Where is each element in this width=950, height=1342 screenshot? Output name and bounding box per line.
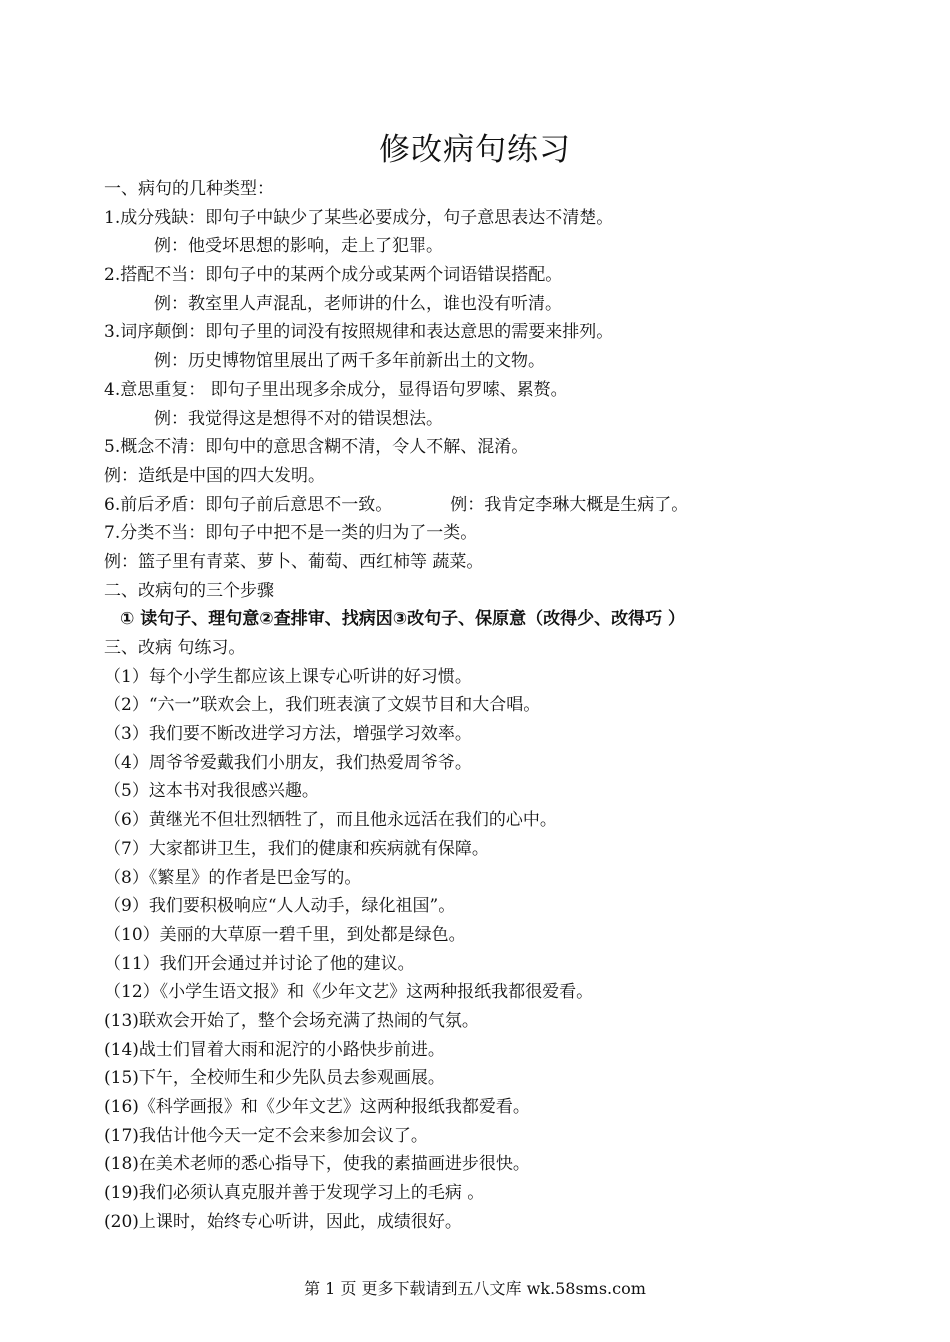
type-example: 例：历史博物馆里展出了两千多年前新出土的文物。 <box>154 351 545 372</box>
exercise-item: （11）我们开会通过并讨论了他的建议。 <box>104 953 415 974</box>
exercise-item: （8）《繁星》的作者是巴金写的。 <box>104 867 362 888</box>
section-heading-types: 一、病句的几种类型： <box>104 179 274 199</box>
page-title: 修改病句练习 <box>379 132 571 168</box>
type-description: 4.意思重复： 即句子里出现多余成分，显得语句罗嗦、累赘。 <box>104 379 568 400</box>
type-example: 例：造纸是中国的四大发明。 <box>104 465 325 486</box>
exercise-item: （6）黄继光不但壮烈牺牲了，而且他永远活在我们的心中。 <box>104 810 557 831</box>
type-example: 例：他受坏思想的影响，走上了犯罪。 <box>154 236 443 257</box>
exercise-item: (15)下午，全校师生和少先队员去参观画展。 <box>104 1068 445 1089</box>
exercise-item: (19)我们必须认真克服并善于发现学习上的毛病 。 <box>104 1183 485 1204</box>
type-example: 例：教室里人声混乱，老师讲的什么，谁也没有听清。 <box>154 293 562 314</box>
type-description: 2.搭配不当：即句子中的某两个成分或某两个词语错误搭配。 <box>104 265 563 286</box>
section-heading-steps: 二、改病句的三个步骤 <box>104 580 274 601</box>
steps-summary: ① 读句子、理句意②查排审、找病因③改句子、保原意（改得少、改得巧 ） <box>120 609 686 630</box>
type-description: 5.概念不清：即句中的意思含糊不清，令人不解、混淆。 <box>104 437 529 458</box>
type-description: 1.成分残缺：即句子中缺少了某些必要成分，句子意思表达不清楚。 <box>104 207 614 228</box>
exercise-item: （12）《小学生语文报》和《少年文艺》这两种报纸我都很爱看。 <box>104 982 594 1003</box>
section-heading-exercises: 三、改病 句练习。 <box>104 638 246 658</box>
document-body <box>104 175 844 1236</box>
page-footer: 第 1 页 更多下载请到五八文库 wk.58sms.com <box>304 1279 646 1298</box>
exercise-item: (17)我估计他今天一定不会来参加会议了。 <box>104 1125 428 1146</box>
type-description: 7.分类不当：即句子中把不是一类的归为了一类。 <box>104 523 478 544</box>
exercise-item: (18)在美术老师的悉心指导下，使我的素描画进步很快。 <box>104 1154 530 1175</box>
type-6-row <box>104 491 844 520</box>
exercise-item: （2）“六一”联欢会上，我们班表演了文娱节目和大合唱。 <box>104 695 541 716</box>
type-description: 6.前后矛盾：即句子前后意思不一致。 <box>104 494 393 515</box>
type-description: 3.词序颠倒：即句子里的词没有按照规律和表达意思的需要来排列。 <box>104 322 614 343</box>
exercise-item: （7）大家都讲卫生，我们的健康和疾病就有保障。 <box>104 838 489 859</box>
exercise-item: (20)上课时，始终专心听讲，因此，成绩很好。 <box>104 1211 462 1232</box>
type-example: 例：篮子里有青菜、萝卜、葡萄、西红柿等 蔬菜。 <box>104 551 484 572</box>
exercise-item: （10）美丽的大草原一碧千里，到处都是绿色。 <box>104 924 466 945</box>
exercise-item: （9）我们要积极响应“人人动手，绿化祖国”。 <box>104 896 456 917</box>
exercise-list <box>104 663 844 1237</box>
exercise-item: (13)联欢会开始了，整个会场充满了热闹的气氛。 <box>104 1010 479 1031</box>
exercise-item: (16)《科学画报》和《少年文艺》这两种报纸我都爱看。 <box>104 1097 530 1117</box>
exercise-item: （5）这本书对我很感兴趣。 <box>104 781 319 802</box>
exercise-item: （1）每个小学生都应该上课专心听讲的好习惯。 <box>104 666 472 687</box>
type-example: 例：我觉得这是想得不对的错误想法。 <box>154 408 443 429</box>
exercise-item: （4）周爷爷爱戴我们小朋友，我们热爱周爷爷。 <box>104 752 472 773</box>
type-example: 例：我肯定李琳大概是生病了。 <box>450 494 689 515</box>
exercise-item: （3）我们要不断改进学习方法，增强学习效率。 <box>104 724 472 745</box>
exercise-item: (14)战士们冒着大雨和泥泞的小路快步前进。 <box>104 1039 445 1060</box>
